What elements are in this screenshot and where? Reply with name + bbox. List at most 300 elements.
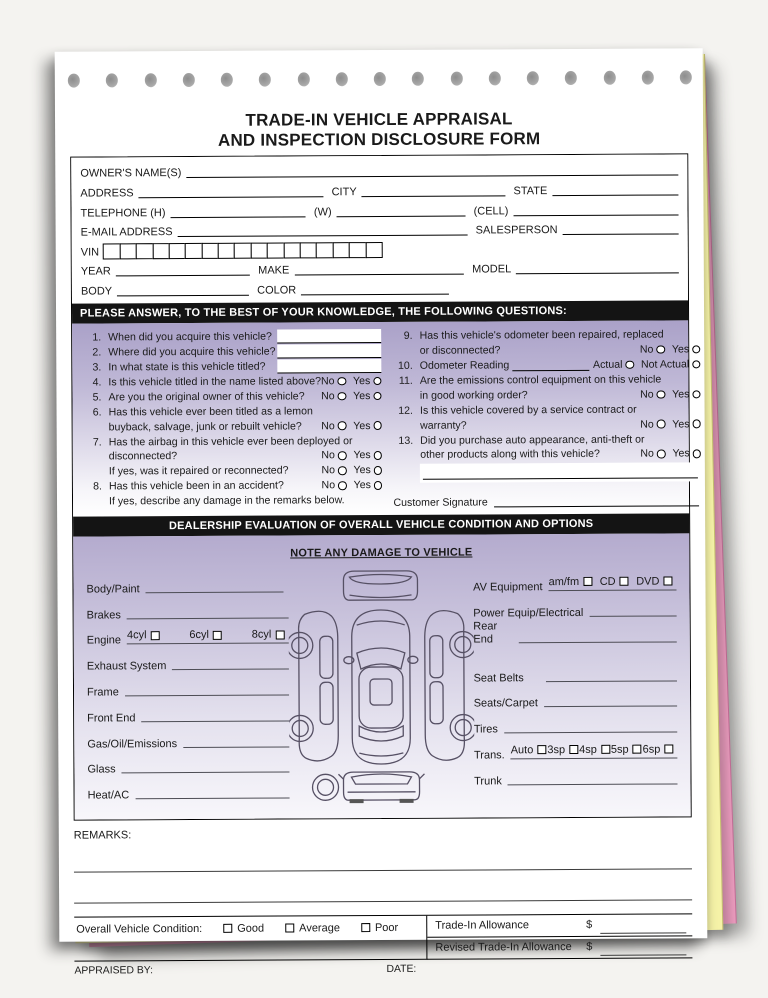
yes-radio[interactable] — [692, 345, 701, 354]
state-label: STATE — [513, 185, 548, 198]
question-row — [82, 418, 383, 434]
question-row — [82, 403, 383, 419]
question-text: Is this vehicle covered by a service contract or — [419, 403, 637, 417]
engine-8cyl-checkbox[interactable] — [275, 630, 284, 639]
trans-option — [579, 744, 610, 756]
yes-label: Yes — [672, 447, 690, 460]
trans-auto-label: Auto — [510, 744, 534, 757]
trans-label: Trans. — [473, 749, 505, 762]
vin-box[interactable] — [234, 242, 251, 258]
yes-label: Yes — [353, 375, 371, 388]
vin-box[interactable] — [152, 243, 169, 259]
vin-box[interactable] — [185, 243, 202, 259]
vin-box[interactable] — [300, 242, 317, 258]
no-label: No — [321, 479, 336, 492]
question-text: Odometer Reading — [419, 359, 510, 372]
glass-label: Glass — [87, 763, 116, 776]
trans-6sp-label: 6sp — [642, 743, 661, 756]
punch-hole — [412, 72, 424, 86]
question-3-answer-box[interactable] — [278, 359, 382, 374]
revised-trade-in-allowance-row — [427, 936, 692, 958]
form-front-sheet — [55, 48, 708, 977]
engine-option — [252, 629, 285, 641]
punch-hole — [527, 71, 539, 85]
punch-hole — [106, 73, 118, 87]
no-label: No — [640, 448, 654, 461]
brakes-line[interactable] — [127, 607, 288, 619]
owner-name-line[interactable] — [186, 164, 678, 179]
form-title-line2: AND INSPECTION DISCLOSURE FORM — [217, 129, 541, 150]
gas-oil-emissions-line[interactable] — [183, 736, 289, 748]
question-text: in good working order? — [419, 389, 528, 402]
questions-section — [72, 320, 689, 516]
form-main-box — [70, 153, 691, 820]
remarks-line-2[interactable] — [74, 869, 692, 903]
punch-hole — [603, 71, 615, 85]
no-label: No — [321, 449, 335, 462]
trans-option — [611, 744, 642, 756]
revised-trade-in-allowance-line[interactable] — [600, 945, 686, 955]
yes-radio[interactable] — [374, 421, 383, 430]
question-row — [82, 448, 383, 464]
vin-box[interactable] — [365, 242, 382, 258]
evaluation-header-bar: DEALERSHIP EVALUATION OF OVERALL VEHICLE CONDITION AND OPTIONS — [73, 513, 689, 536]
rear-label: Rear — [473, 620, 498, 633]
question-text: If yes, was it repaired or reconnected? — [108, 464, 289, 478]
telephone-work-label: (W) — [313, 205, 332, 218]
question-row — [393, 327, 701, 344]
dollar-sign: $ — [586, 941, 593, 954]
question-row — [81, 374, 382, 390]
no-label: No — [640, 418, 654, 431]
spare-tire — [312, 774, 338, 800]
yes-radio[interactable] — [373, 377, 382, 386]
seats-carpet-label: Seats/Carpet — [473, 697, 538, 710]
body-label: BODY — [80, 285, 113, 298]
question-text: buyback, salvage, junk or rebuilt vehicle? — [108, 420, 302, 434]
yes-radio[interactable] — [373, 392, 382, 401]
body-line[interactable] — [117, 284, 249, 297]
question-row — [82, 463, 383, 479]
yes-label: Yes — [672, 418, 690, 431]
eval-row — [473, 631, 676, 645]
front-end-line[interactable] — [141, 710, 288, 722]
address-line[interactable] — [139, 185, 324, 198]
yes-label: Yes — [353, 479, 371, 492]
make-line[interactable] — [294, 263, 464, 276]
questions-left-column — [81, 329, 382, 513]
yes-radio[interactable] — [692, 390, 701, 399]
question-row — [393, 372, 701, 389]
vin-box[interactable] — [316, 242, 333, 258]
frame-line[interactable] — [125, 684, 289, 696]
vin-box[interactable] — [103, 243, 120, 259]
punch-hole — [642, 71, 654, 85]
yes-label: Yes — [353, 389, 371, 403]
color-label: COLOR — [257, 284, 297, 297]
eval-row — [473, 605, 676, 619]
question-row — [393, 387, 701, 404]
year-line[interactable] — [116, 264, 250, 277]
power-equip-line[interactable] — [589, 605, 676, 616]
no-radio[interactable] — [657, 450, 666, 459]
glass-line[interactable] — [122, 762, 290, 774]
vin-box[interactable] — [349, 242, 366, 258]
question-text: If yes, describe any damage in the remarks below. — [108, 494, 345, 508]
condition-option-average — [285, 922, 340, 934]
no-yes-answer — [321, 390, 382, 402]
yes-radio[interactable] — [693, 450, 702, 459]
question-text: Is this vehicle titled in the name listed above? — [108, 375, 322, 389]
appraised-by-label: APPRAISED BY: — [74, 965, 154, 977]
engine-options — [127, 629, 288, 645]
question-number: 3. — [92, 361, 102, 374]
question-number: 1. — [92, 331, 102, 344]
av-option — [600, 575, 629, 587]
eval-trans-row — [474, 735, 678, 762]
heat-ac-line[interactable] — [135, 788, 289, 800]
no-radio[interactable] — [338, 451, 347, 460]
vin-box[interactable] — [283, 242, 300, 258]
punch-hole — [374, 72, 386, 86]
punch-hole — [297, 72, 309, 86]
yes-label: Yes — [353, 449, 371, 462]
question-2-answer-box[interactable] — [278, 344, 382, 359]
seat-belts-label: Seat Belts — [473, 671, 524, 685]
av-cd-label: CD — [599, 575, 616, 588]
punch-holes — [68, 70, 692, 87]
yes-radio[interactable] — [374, 451, 383, 460]
question-row — [82, 433, 383, 449]
no-radio[interactable] — [656, 345, 665, 354]
question-row — [81, 344, 382, 360]
odometer-reading-row — [393, 357, 701, 374]
question-text: Are the emissions control equipment on this vehicle — [419, 373, 662, 387]
question-number: 10. — [397, 359, 413, 373]
question-number: 4. — [92, 376, 102, 389]
no-yes-answer — [640, 388, 701, 400]
question-number: 2. — [92, 346, 102, 359]
revised-trade-in-allowance-label: Revised Trade-In Allowance — [435, 941, 572, 955]
trans-option — [643, 743, 674, 755]
model-label: MODEL — [472, 263, 512, 276]
eval-engine-row — [87, 620, 289, 647]
vin-box[interactable] — [332, 242, 349, 258]
car-front-view — [343, 571, 417, 600]
poor-label: Poor — [374, 921, 399, 934]
salesperson-line[interactable] — [563, 223, 679, 236]
eval-row — [473, 618, 676, 632]
no-label: No — [640, 388, 654, 401]
condition-option-good — [223, 923, 264, 935]
telephone-cell-label: (CELL) — [473, 204, 509, 218]
customer-signature-line[interactable] — [494, 495, 700, 507]
question-row — [393, 431, 701, 448]
punch-hole — [183, 73, 195, 87]
car-left-side-view — [288, 611, 338, 761]
trunk-label: Trunk — [474, 775, 502, 788]
punch-hole — [450, 72, 462, 86]
eval-av-row — [473, 566, 677, 593]
trans-4sp-checkbox[interactable] — [601, 745, 610, 754]
vin-box[interactable] — [136, 243, 153, 259]
trans-option — [511, 744, 547, 756]
form-stack — [57, 50, 705, 977]
eval-row — [474, 760, 678, 787]
address-label: ADDRESS — [80, 187, 134, 200]
trade-in-allowance-label: Trade-In Allowance — [435, 919, 530, 933]
yes-radio[interactable] — [693, 420, 702, 429]
front-end-label: Front End — [87, 711, 136, 725]
av-options — [549, 575, 677, 591]
question-row — [393, 342, 701, 359]
actual-radio[interactable] — [625, 361, 634, 370]
tires-line[interactable] — [504, 722, 677, 734]
rear-end-line[interactable] — [519, 631, 677, 643]
trans-option — [547, 744, 578, 756]
power-equip-block — [473, 605, 677, 645]
engine-label: Engine — [86, 634, 122, 647]
vehicle-damage-diagram[interactable] — [288, 567, 474, 806]
city-label: CITY — [331, 186, 357, 199]
trans-6sp-checkbox[interactable] — [664, 745, 673, 754]
evaluation-columns — [86, 566, 677, 807]
yes-radio[interactable] — [374, 481, 383, 490]
engine-4cyl-checkbox[interactable] — [151, 631, 160, 640]
good-checkbox[interactable] — [223, 924, 232, 933]
question-text: Has this vehicle been in an accident? — [108, 479, 284, 493]
question-number: 8. — [93, 480, 102, 493]
vin-box[interactable] — [201, 243, 218, 259]
question-text: warranty? — [420, 419, 467, 432]
not-actual-label: Not Actual — [640, 358, 690, 371]
vin-box[interactable] — [251, 242, 268, 258]
overall-condition-label: Overall Vehicle Condition: — [76, 922, 203, 936]
average-checkbox[interactable] — [285, 924, 294, 933]
question-text: Did you purchase auto appearance, anti-theft or — [420, 433, 645, 447]
vin-box[interactable] — [119, 243, 136, 259]
question-1-answer-box[interactable] — [278, 329, 382, 344]
owner-info-section — [71, 154, 688, 303]
remarks-label: REMARKS: — [73, 829, 132, 842]
vin-label: VIN — [80, 246, 100, 259]
av-option — [636, 575, 672, 587]
no-radio[interactable] — [338, 481, 347, 490]
question-text: or disconnected? — [419, 344, 501, 358]
telephone-work-line[interactable] — [337, 204, 466, 217]
state-line[interactable] — [552, 183, 678, 196]
frame-label: Frame — [86, 686, 119, 699]
eval-row — [87, 594, 289, 621]
eval-row — [87, 697, 289, 724]
form-title — [70, 108, 688, 151]
tires-label: Tires — [473, 723, 498, 736]
end-label: End — [473, 633, 493, 646]
av-option — [549, 576, 593, 588]
engine-8cyl-label: 8cyl — [251, 628, 272, 641]
question-number: 12. — [398, 404, 414, 417]
yes-radio[interactable] — [374, 466, 383, 475]
vin-boxes — [104, 242, 383, 259]
car-rear-view — [338, 772, 424, 803]
punch-hole — [489, 71, 501, 85]
good-label: Good — [237, 922, 265, 935]
make-label: MAKE — [258, 264, 290, 277]
engine-option — [127, 629, 160, 641]
question-number: 5. — [92, 391, 102, 404]
questions-right-column — [393, 327, 702, 511]
trans-3sp-label: 3sp — [547, 743, 566, 757]
no-radio[interactable] — [338, 466, 347, 475]
engine-6cyl-label: 6cyl — [189, 629, 209, 642]
body-color-row — [81, 276, 679, 299]
customer-signature-label: Customer Signature — [393, 496, 488, 509]
yes-label: Yes — [671, 343, 690, 356]
condition-option-poor — [361, 922, 398, 934]
telephone-home-label: TELEPHONE (H) — [80, 206, 166, 220]
engine-6cyl-checkbox[interactable] — [213, 631, 222, 640]
trans-3sp-checkbox[interactable] — [569, 745, 578, 754]
no-radio[interactable] — [338, 392, 347, 401]
trans-5sp-checkbox[interactable] — [633, 745, 642, 754]
question-text: Has this vehicle's odometer been repaired, replaced — [419, 328, 664, 343]
no-label: No — [321, 464, 336, 477]
vin-box[interactable] — [169, 243, 186, 259]
average-label: Average — [299, 922, 340, 935]
overall-condition-cell — [74, 916, 426, 962]
yes-label: Yes — [353, 419, 371, 432]
eval-row — [473, 657, 677, 684]
trans-auto-checkbox[interactable] — [537, 746, 546, 755]
no-yes-answer — [321, 375, 382, 387]
question-13-answer-line[interactable] — [423, 477, 698, 479]
punch-hole — [259, 73, 271, 87]
trunk-line[interactable] — [508, 773, 678, 785]
trade-in-allowance-row — [427, 914, 692, 937]
no-label: No — [321, 419, 335, 432]
no-radio[interactable] — [338, 377, 347, 386]
odometer-reading-line[interactable] — [512, 360, 589, 371]
question-text: When did you acquire this vehicle? — [108, 330, 272, 344]
no-yes-answer — [322, 479, 383, 491]
no-label: No — [639, 343, 654, 356]
question-number: 7. — [92, 436, 102, 449]
av-cd-checkbox[interactable] — [620, 577, 629, 586]
brakes-label: Brakes — [86, 608, 121, 622]
car-outline-drawing — [288, 567, 474, 806]
city-line[interactable] — [362, 184, 506, 197]
av-dvd-checkbox[interactable] — [663, 577, 672, 586]
no-yes-answer — [321, 464, 382, 476]
question-text: disconnected? — [108, 450, 178, 463]
remarks-line-1[interactable] — [74, 838, 692, 872]
engine-4cyl-label: 4cyl — [126, 629, 147, 642]
trade-in-allowance-line[interactable] — [600, 923, 686, 933]
question-row — [81, 388, 382, 404]
no-radio[interactable] — [338, 422, 347, 431]
seat-belts-line[interactable] — [546, 670, 677, 682]
eval-row — [87, 775, 289, 802]
bottom-summary-box — [74, 913, 692, 961]
no-yes-answer — [640, 418, 701, 430]
question-text: In what state is this vehicle titled? — [108, 360, 266, 374]
telephone-home-line[interactable] — [170, 205, 305, 218]
question-number: 6. — [92, 406, 102, 419]
no-radio[interactable] — [657, 420, 666, 429]
punch-hole — [144, 73, 156, 87]
evaluation-section — [73, 533, 690, 819]
question-row — [82, 493, 383, 509]
punch-hole — [68, 74, 80, 88]
trans-4sp-label: 4sp — [579, 743, 597, 756]
heat-ac-label: Heat/AC — [87, 789, 130, 802]
telephone-cell-line[interactable] — [513, 203, 678, 216]
owner-name-label: OWNER'S NAME(S) — [80, 167, 182, 180]
model-line[interactable] — [516, 262, 679, 275]
body-paint-line[interactable] — [146, 581, 284, 593]
color-line[interactable] — [301, 283, 449, 296]
questions-column-divider — [388, 329, 389, 511]
question-text: Where did you acquire this vehicle? — [108, 345, 276, 359]
yes-label: Yes — [672, 388, 690, 401]
eval-row — [87, 749, 289, 776]
form-title-line1: TRADE-IN VEHICLE APPRAISAL — [245, 109, 513, 130]
av-amfm-checkbox[interactable] — [583, 577, 592, 586]
question-13-answer-box[interactable] — [420, 462, 701, 482]
question-text: other products along with this vehicle? — [420, 448, 600, 462]
engine-option — [189, 629, 222, 641]
no-yes-answer — [640, 448, 701, 460]
question-number: 11. — [398, 374, 413, 387]
not-actual-radio[interactable] — [692, 360, 701, 369]
email-label: E-MAIL ADDRESS — [80, 226, 173, 239]
trans-5sp-label: 5sp — [610, 743, 629, 756]
question-row — [393, 417, 701, 434]
car-right-side-view — [424, 610, 474, 760]
punch-hole — [221, 73, 233, 87]
punch-hole — [565, 71, 577, 85]
date-label: DATE: — [386, 963, 417, 975]
av-amfm-label: am/fm — [548, 575, 580, 588]
eval-row — [87, 646, 289, 673]
exhaust-label: Exhaust System — [86, 660, 167, 673]
yes-label: Yes — [353, 464, 371, 477]
body-paint-label: Body/Paint — [86, 582, 140, 596]
damage-note-title: NOTE ANY DAMAGE TO VEHICLE — [290, 546, 473, 560]
question-row — [82, 478, 383, 494]
poor-checkbox[interactable] — [361, 923, 370, 932]
no-yes-answer — [640, 344, 701, 356]
seats-carpet-line[interactable] — [544, 696, 677, 708]
no-yes-answer — [321, 449, 382, 461]
exhaust-line[interactable] — [172, 659, 288, 671]
question-number: 9. — [403, 330, 413, 343]
no-radio[interactable] — [657, 390, 666, 399]
questions-header-bar: PLEASE ANSWER, TO THE BEST OF YOUR KNOWLEDGE, THE FOLLOWING QUESTIONS: — [72, 300, 688, 323]
email-line[interactable] — [177, 224, 467, 238]
evaluation-left-column — [86, 568, 289, 807]
no-yes-answer — [321, 420, 382, 432]
eval-row — [87, 723, 289, 750]
eval-row — [87, 672, 289, 699]
actual-not-actual-answer — [593, 358, 701, 371]
trade-in-allowance-cell — [426, 914, 692, 959]
question-number: 13. — [398, 434, 414, 447]
question-row — [393, 402, 701, 419]
vin-box[interactable] — [267, 242, 284, 258]
question-text: Has this vehicle ever been titled as a lemon — [108, 405, 313, 419]
vin-box[interactable] — [218, 242, 235, 258]
